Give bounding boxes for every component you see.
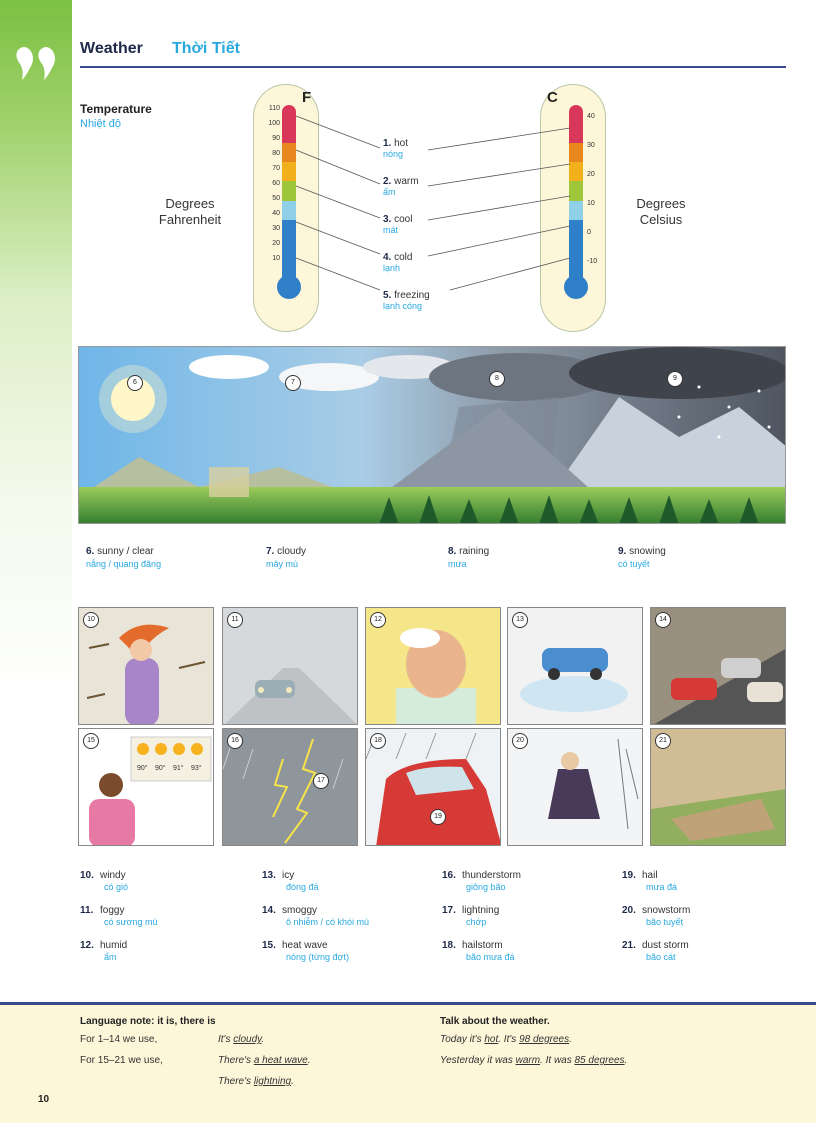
vocab-item: 14. smoggy ô nhiễm / có khói mù (262, 905, 370, 927)
talk-title: Talk about the weather. (440, 1016, 550, 1027)
panel-marker: 21 (655, 733, 671, 749)
temperature-term: 1. hot nóng (383, 138, 409, 159)
panel-marker: 11 (227, 612, 243, 628)
page-number: 10 (38, 1094, 50, 1105)
panel-marker: 19 (430, 809, 446, 825)
sky-marker: 9 (667, 371, 683, 387)
thermometer-tick: 100 (268, 120, 280, 127)
panel-humid (365, 607, 501, 725)
sky-term: 6. sunny / clear nắng / quang đãng (86, 546, 162, 569)
thermometer-tick: 20 (587, 171, 595, 178)
vocab-item: 11. foggy có sương mù (80, 905, 158, 927)
page-header (80, 38, 786, 68)
thermometer-tick: 0 (587, 229, 591, 236)
thermometer-segment (282, 143, 296, 162)
thermometer-tick: 70 (272, 165, 280, 172)
panel-marker: 18 (370, 733, 386, 749)
temperature-term: 5. freezing lạnh cóng (383, 290, 430, 311)
celsius-unit: C (547, 89, 558, 106)
vocab-column-1 (80, 870, 250, 975)
sky-term: 8. raining mưa (448, 546, 490, 569)
temperature-term: 2. warm ấm (383, 176, 419, 197)
vocab-item: 20. snowstorm bão tuyết (622, 905, 691, 927)
sky-conditions-illustration (78, 346, 786, 524)
page-title: Weather (80, 40, 143, 57)
talk-example-1: Today it's hot. It's 98 degrees. (440, 1034, 572, 1045)
panel-smoggy (650, 607, 786, 725)
panel-hailstorm (365, 728, 501, 846)
header-divider (80, 66, 786, 68)
panel-snowstorm (507, 728, 643, 846)
panel-icy (507, 607, 643, 725)
panel-dust-storm (650, 728, 786, 846)
forecast-temp: 90° (155, 765, 166, 772)
panel-marker: 13 (512, 612, 528, 628)
sky-marker: 6 (127, 375, 143, 391)
celsius-ticks (587, 109, 605, 283)
thermometer-segment (282, 162, 296, 181)
thermometer-tick: 90 (272, 135, 280, 142)
thermometer-tick: 80 (272, 150, 280, 157)
vocab-column-3 (442, 870, 612, 975)
thermometer-tick: 20 (272, 240, 280, 247)
thermometer-segment (569, 105, 583, 143)
vocab-column-4 (622, 870, 792, 975)
sky-term: 9. snowing có tuyết (618, 546, 666, 569)
panel-marker: 10 (83, 612, 99, 628)
language-note-row-2: For 15–21 we use, (80, 1055, 163, 1066)
thermometer-segment (282, 181, 296, 200)
thermometer-tick: 10 (587, 200, 595, 207)
vocab-item: 18. hailstorm bão mưa đá (442, 940, 515, 962)
fahrenheit-tube (282, 105, 296, 277)
page-title-translation: Thời Tiết (172, 40, 240, 57)
fahrenheit-unit: F (302, 89, 312, 106)
panel-thunderstorm-lightning (222, 728, 358, 846)
thermometer-segment (569, 181, 583, 200)
vocab-item: 17. lightning chớp (442, 905, 500, 927)
section-side-tab (0, 0, 72, 1000)
thermometer-segment (569, 201, 583, 220)
fahrenheit-bulb (277, 275, 301, 299)
thermometer-tick: 60 (272, 180, 280, 187)
panel-windy (78, 607, 214, 725)
thermometer-segment (569, 162, 583, 181)
sky-marker: 7 (285, 375, 301, 391)
language-note-row-1: For 1–14 we use, (80, 1034, 158, 1045)
temperature-terms (383, 138, 483, 328)
vocab-item: 21. dust storm bão cát (622, 940, 689, 962)
vocab-item: 15. heat wave nóng (từng đợt) (262, 940, 349, 962)
language-note-example-3: There's lightning. (218, 1076, 294, 1087)
section-icon (14, 44, 60, 84)
thermometer-tick: 110 (268, 105, 280, 112)
forecast-temp: 90° (137, 765, 148, 772)
panel-foggy (222, 607, 358, 725)
thermometer-tick: 10 (272, 255, 280, 262)
sky-condition-terms (86, 546, 786, 580)
panel-marker: 16 (227, 733, 243, 749)
language-note-example-1: It's cloudy. (218, 1034, 265, 1045)
vocab-item: 16. thunderstorm giông bão (442, 870, 521, 892)
fahrenheit-thermometer (253, 84, 319, 332)
vocab-column-2 (262, 870, 432, 975)
sky-term: 7. cloudy mây mù (266, 546, 307, 569)
thermometer-segment (282, 220, 296, 277)
vocab-item: 12. humid ẩm (80, 940, 128, 962)
thermometer-tick: 30 (272, 225, 280, 232)
sky-marker: 8 (489, 371, 505, 387)
thermometer-segment (282, 201, 296, 220)
thermometer-segment (282, 105, 296, 143)
fahrenheit-label: Degrees Fahrenheit (158, 196, 222, 227)
language-note-title: Language note: it is, there is (80, 1016, 216, 1027)
panel-marker: 15 (83, 733, 99, 749)
panel-heat-wave (78, 728, 214, 846)
vocab-item: 10. windy có gió (80, 870, 129, 892)
panel-marker: 17 (313, 773, 329, 789)
fahrenheit-ticks (262, 101, 280, 266)
panel-marker: 14 (655, 612, 671, 628)
vocab-item: 19. hail mưa đá (622, 870, 678, 892)
celsius-tube (569, 105, 583, 277)
celsius-bulb (564, 275, 588, 299)
panel-marker: 12 (370, 612, 386, 628)
temperature-term: 3. cool mát (383, 214, 413, 235)
thermometer-tick: 40 (587, 113, 595, 120)
thermometer-tick: 40 (272, 210, 280, 217)
thermometer-tick: 30 (587, 142, 595, 149)
celsius-thermometer (540, 84, 606, 332)
celsius-label: Degrees Celsius (636, 196, 686, 227)
forecast-temp: 91° (173, 765, 184, 772)
thermometer-tick: -10 (587, 258, 598, 265)
talk-example-2: Yesterday it was warm. It was 85 degrees. (440, 1055, 628, 1066)
thermometer-tick: 50 (272, 195, 280, 202)
vocab-item: 13. icy đóng đá (262, 870, 319, 892)
temperature-heading-translation: Nhiệt độ (80, 118, 121, 130)
language-note-example-2: There's a heat wave. (218, 1055, 311, 1066)
thermometer-segment (569, 143, 583, 162)
temperature-term: 4. cold lạnh (383, 252, 413, 273)
temperature-heading: Temperature (80, 102, 152, 116)
panel-marker: 20 (512, 733, 528, 749)
forecast-temp: 93° (191, 765, 202, 772)
thermometer-segment (569, 220, 583, 277)
